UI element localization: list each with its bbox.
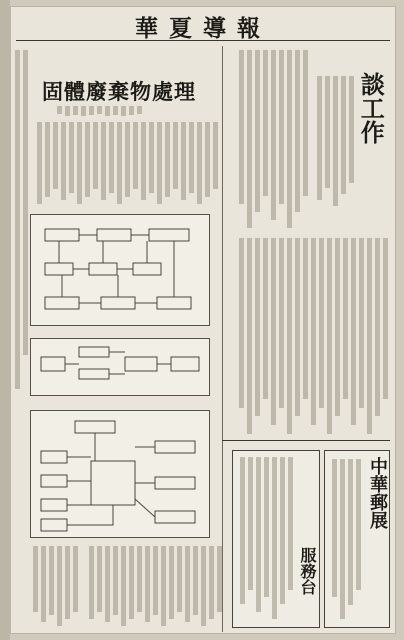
page-binding (0, 0, 10, 640)
text-line-placeholder (311, 238, 316, 425)
text-line-placeholder (37, 122, 42, 204)
text-line-placeholder (343, 238, 348, 399)
article-work-body-lower (232, 238, 388, 434)
text-line-placeholder (69, 122, 74, 193)
text-line-placeholder (351, 238, 356, 425)
text-line-placeholder (332, 459, 337, 597)
text-line-placeholder (85, 122, 90, 197)
text-line-placeholder (113, 106, 118, 115)
article-work-subtitle (310, 76, 354, 206)
stamp-exhibition-box (324, 450, 390, 628)
text-line-placeholder (15, 50, 20, 389)
text-line-placeholder (93, 122, 98, 189)
column-divider-1 (222, 46, 223, 632)
text-line-placeholder (356, 459, 361, 590)
text-line-placeholder (101, 122, 106, 200)
text-line-placeholder (209, 546, 214, 619)
text-line-placeholder (145, 546, 150, 622)
text-line-placeholder (248, 457, 253, 590)
text-line-placeholder (295, 50, 300, 212)
text-line-placeholder (53, 122, 58, 189)
text-line-placeholder (97, 106, 102, 114)
text-line-placeholder (113, 546, 118, 615)
text-line-placeholder (303, 50, 308, 196)
service-box-body (237, 457, 293, 619)
text-line-placeholder (295, 238, 300, 416)
newspaper-page (10, 6, 396, 634)
text-line-placeholder (77, 122, 82, 204)
text-line-placeholder (65, 106, 70, 116)
masthead-rule (16, 40, 390, 41)
text-line-placeholder (288, 457, 293, 590)
text-line-placeholder (73, 546, 78, 612)
text-line-placeholder (287, 50, 292, 228)
text-line-placeholder (367, 238, 372, 434)
text-line-placeholder (256, 457, 261, 612)
text-line-placeholder (185, 546, 190, 622)
text-line-placeholder (129, 546, 134, 619)
text-line-placeholder (23, 50, 28, 355)
text-line-placeholder (348, 459, 353, 605)
text-line-placeholder (149, 122, 154, 193)
text-line-placeholder (65, 546, 70, 619)
text-line-placeholder (319, 238, 324, 408)
masthead-title: 華夏導報 (135, 15, 271, 42)
text-line-placeholder (240, 457, 245, 604)
text-line-placeholder (61, 122, 66, 200)
stamp-exhibition-body (329, 459, 361, 619)
text-line-placeholder (173, 122, 178, 189)
article-title-waste: 固體廢棄物處理 (42, 79, 196, 104)
text-line-placeholder (341, 76, 346, 194)
article-title-work: 談工作 (356, 72, 386, 144)
text-line-placeholder (287, 238, 292, 434)
text-line-placeholder (157, 122, 162, 204)
text-line-placeholder (133, 122, 138, 189)
text-line-placeholder (247, 50, 252, 228)
text-line-placeholder (247, 238, 252, 434)
text-line-placeholder (303, 238, 308, 399)
text-line-placeholder (189, 122, 194, 193)
text-line-placeholder (255, 238, 260, 416)
text-line-placeholder (263, 238, 268, 399)
text-line-placeholder (169, 546, 174, 619)
text-line-placeholder (125, 122, 130, 197)
text-line-placeholder (129, 106, 134, 115)
text-line-placeholder (325, 76, 330, 188)
text-line-placeholder (181, 122, 186, 200)
text-line-placeholder (349, 76, 354, 183)
service-box (232, 450, 320, 628)
text-line-placeholder (89, 546, 94, 619)
text-line-placeholder (197, 122, 202, 204)
text-line-placeholder (137, 106, 142, 114)
text-line-placeholder (49, 546, 54, 615)
text-line-placeholder (359, 238, 364, 408)
text-line-placeholder (177, 546, 182, 612)
text-line-placeholder (335, 238, 340, 416)
flowchart-3 (30, 410, 210, 538)
text-line-placeholder (137, 546, 142, 612)
text-line-placeholder (57, 106, 62, 114)
text-line-placeholder (73, 106, 78, 115)
text-line-placeholder (375, 238, 380, 416)
text-line-placeholder (264, 457, 269, 597)
stamp-exhibition-title: 中華郵展 (367, 457, 388, 529)
flowchart-1 (30, 214, 210, 326)
text-line-placeholder (271, 238, 276, 425)
text-line-placeholder (279, 238, 284, 408)
text-line-placeholder (41, 546, 46, 622)
text-line-placeholder (141, 122, 146, 200)
text-line-placeholder (57, 546, 62, 626)
article-waste-body-upper (32, 122, 218, 204)
text-line-placeholder (161, 546, 166, 626)
text-line-placeholder (340, 459, 345, 619)
section-rule (222, 440, 390, 441)
text-line-placeholder (109, 122, 114, 193)
article-waste-left-column (12, 50, 28, 422)
text-line-placeholder (97, 546, 102, 612)
text-line-placeholder (117, 122, 122, 204)
text-line-placeholder (333, 76, 338, 206)
article-work-body-upper (232, 50, 308, 228)
text-line-placeholder (121, 106, 126, 116)
article-waste-body-lower (84, 546, 222, 626)
text-line-placeholder (271, 50, 276, 220)
text-line-placeholder (272, 457, 277, 619)
text-line-placeholder (263, 50, 268, 196)
text-line-placeholder (239, 50, 244, 204)
text-line-placeholder (317, 76, 322, 200)
article-waste-byline (50, 106, 142, 116)
text-line-placeholder (153, 546, 158, 615)
text-line-placeholder (105, 106, 110, 116)
flowchart-2 (30, 338, 210, 396)
text-line-placeholder (121, 546, 126, 626)
text-line-placeholder (239, 238, 244, 408)
text-line-placeholder (255, 50, 260, 212)
article-waste-reference (30, 546, 78, 626)
text-line-placeholder (327, 238, 332, 434)
text-line-placeholder (89, 106, 94, 115)
service-box-title: 服務台 (298, 547, 317, 595)
text-line-placeholder (213, 122, 218, 189)
text-line-placeholder (205, 122, 210, 197)
text-line-placeholder (81, 106, 86, 116)
text-line-placeholder (45, 122, 50, 197)
text-line-placeholder (165, 122, 170, 197)
text-line-placeholder (193, 546, 198, 615)
text-line-placeholder (383, 238, 388, 399)
text-line-placeholder (201, 546, 206, 626)
text-line-placeholder (105, 546, 110, 622)
text-line-placeholder (280, 457, 285, 604)
text-line-placeholder (33, 546, 38, 612)
text-line-placeholder (279, 50, 284, 204)
